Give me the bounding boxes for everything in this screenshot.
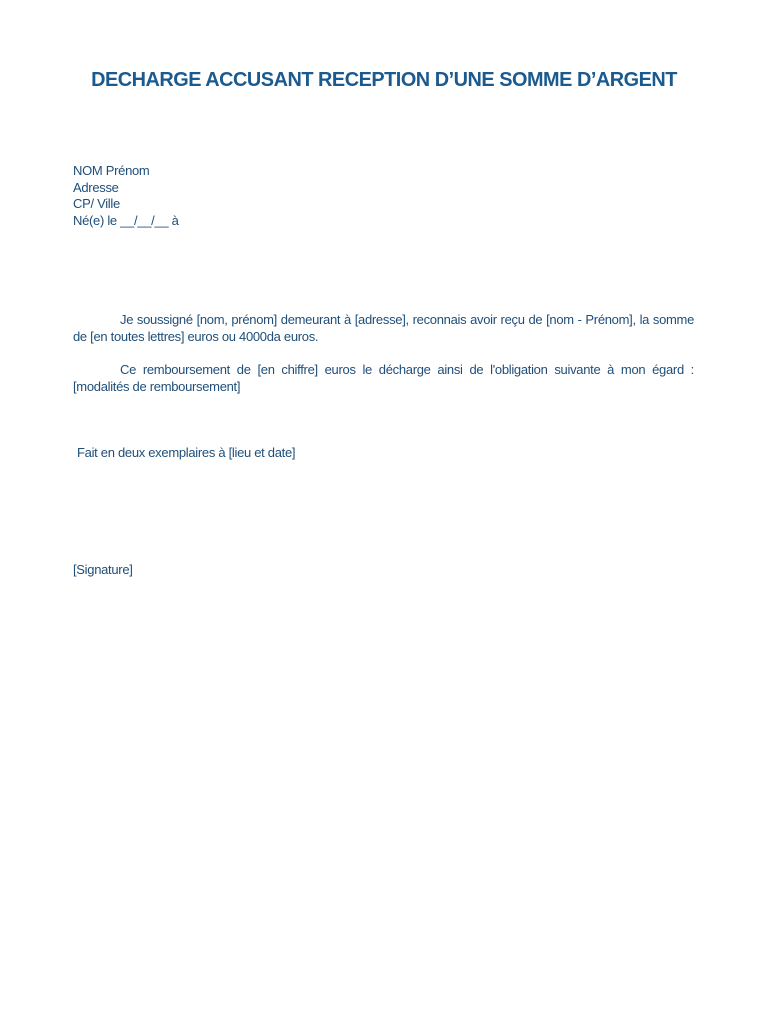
document-title: DECHARGE ACCUSANT RECEPTION D’UNE SOMME D’ARGENT xyxy=(91,68,677,91)
done-at-line: Fait en deux exemplaires à [lieu et date] xyxy=(77,445,296,460)
sender-name: NOM Prénom xyxy=(73,163,150,178)
paragraph-receipt-text: Je soussigné [nom, prénom] demeurant à [adresse], reconnais avoir reçu de [nom - Prénom], la somme de [en toutes lettres] euros ou 4000da euros. xyxy=(73,312,694,344)
sender-block xyxy=(73,163,179,229)
sender-city: CP/ Ville xyxy=(73,196,120,211)
sender-birth: Né(e) le __/__/__ à xyxy=(73,212,179,228)
paragraph-repayment xyxy=(73,361,694,395)
sender-address: Adresse xyxy=(73,179,119,195)
paragraph-receipt xyxy=(73,311,694,345)
paragraph-repayment-text: Ce remboursement de [en chiffre] euros le décharge ainsi de l'obligation suivante à mon égard : [modalités de remboursement] xyxy=(73,362,694,394)
signature-placeholder: [Signature] xyxy=(73,562,133,577)
